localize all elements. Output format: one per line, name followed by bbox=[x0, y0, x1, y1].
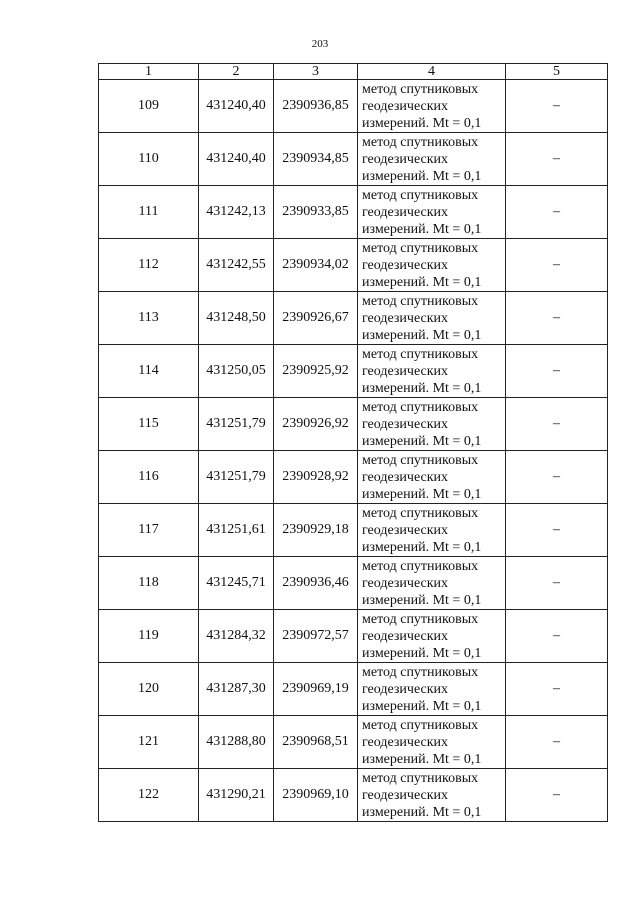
x-coordinate-cell: 431251,79 bbox=[199, 398, 274, 451]
note-cell: – bbox=[506, 451, 608, 504]
table-row bbox=[99, 186, 608, 239]
y-coordinate-cell: 2390969,10 bbox=[274, 769, 358, 822]
method-line: метод спутниковых bbox=[362, 664, 479, 680]
note-cell: – bbox=[506, 186, 608, 239]
method-cell bbox=[358, 239, 506, 292]
method-line: метод спутниковых bbox=[362, 505, 479, 521]
method-cell bbox=[358, 133, 506, 186]
x-coordinate-cell: 431250,05 bbox=[199, 345, 274, 398]
y-coordinate-cell: 2390968,51 bbox=[274, 716, 358, 769]
method-line: метод спутниковых bbox=[362, 452, 479, 468]
note-cell: – bbox=[506, 398, 608, 451]
method-line: геодезических bbox=[362, 787, 449, 803]
point-number-cell: 115 bbox=[99, 398, 199, 451]
table-row bbox=[99, 504, 608, 557]
method-cell bbox=[358, 663, 506, 716]
method-line: метод спутниковых bbox=[362, 187, 479, 203]
point-number-cell: 121 bbox=[99, 716, 199, 769]
y-coordinate-cell: 2390929,18 bbox=[274, 504, 358, 557]
method-line: измерений. Mt = 0,1 bbox=[362, 380, 482, 396]
header-row bbox=[99, 64, 608, 80]
y-coordinate-cell: 2390934,02 bbox=[274, 239, 358, 292]
note-cell: – bbox=[506, 292, 608, 345]
point-number-cell: 114 bbox=[99, 345, 199, 398]
method-line: метод спутниковых bbox=[362, 346, 479, 362]
table-row bbox=[99, 133, 608, 186]
note-cell: – bbox=[506, 716, 608, 769]
method-line: геодезических bbox=[362, 575, 449, 591]
x-coordinate-cell: 431240,40 bbox=[199, 80, 274, 133]
table-row bbox=[99, 292, 608, 345]
method-cell bbox=[358, 345, 506, 398]
method-line: измерений. Mt = 0,1 bbox=[362, 221, 482, 237]
note-cell: – bbox=[506, 557, 608, 610]
method-cell bbox=[358, 80, 506, 133]
table-header bbox=[99, 64, 608, 80]
note-cell: – bbox=[506, 239, 608, 292]
y-coordinate-cell: 2390934,85 bbox=[274, 133, 358, 186]
method-line: измерений. Mt = 0,1 bbox=[362, 168, 482, 184]
method-line: геодезических bbox=[362, 469, 449, 485]
method-line: геодезических bbox=[362, 522, 449, 538]
y-coordinate-cell: 2390926,67 bbox=[274, 292, 358, 345]
point-number-cell: 116 bbox=[99, 451, 199, 504]
column-header-5: 5 bbox=[506, 64, 608, 80]
method-line: измерений. Mt = 0,1 bbox=[362, 592, 482, 608]
method-line: метод спутниковых bbox=[362, 770, 479, 786]
y-coordinate-cell: 2390926,92 bbox=[274, 398, 358, 451]
method-cell bbox=[358, 769, 506, 822]
x-coordinate-cell: 431242,13 bbox=[199, 186, 274, 239]
column-header-2: 2 bbox=[199, 64, 274, 80]
method-cell bbox=[358, 504, 506, 557]
method-line: измерений. Mt = 0,1 bbox=[362, 486, 482, 502]
method-line: геодезических bbox=[362, 257, 449, 273]
method-line: геодезических bbox=[362, 98, 449, 114]
column-header-4: 4 bbox=[358, 64, 506, 80]
method-line: геодезических bbox=[362, 681, 449, 697]
method-cell bbox=[358, 186, 506, 239]
method-cell bbox=[358, 557, 506, 610]
method-line: метод спутниковых bbox=[362, 558, 479, 574]
method-line: измерений. Mt = 0,1 bbox=[362, 433, 482, 449]
method-cell bbox=[358, 292, 506, 345]
method-line: измерений. Mt = 0,1 bbox=[362, 327, 482, 343]
column-header-1: 1 bbox=[99, 64, 199, 80]
method-line: метод спутниковых bbox=[362, 611, 479, 627]
table-row bbox=[99, 716, 608, 769]
point-number-cell: 120 bbox=[99, 663, 199, 716]
note-cell: – bbox=[506, 504, 608, 557]
method-line: геодезических bbox=[362, 310, 449, 326]
method-line: геодезических bbox=[362, 151, 449, 167]
method-line: измерений. Mt = 0,1 bbox=[362, 274, 482, 290]
note-cell: – bbox=[506, 769, 608, 822]
method-cell bbox=[358, 398, 506, 451]
point-number-cell: 112 bbox=[99, 239, 199, 292]
column-header-3: 3 bbox=[274, 64, 358, 80]
method-line: измерений. Mt = 0,1 bbox=[362, 751, 482, 767]
y-coordinate-cell: 2390933,85 bbox=[274, 186, 358, 239]
y-coordinate-cell: 2390972,57 bbox=[274, 610, 358, 663]
point-number-cell: 110 bbox=[99, 133, 199, 186]
method-line: геодезических bbox=[362, 734, 449, 750]
point-number-cell: 109 bbox=[99, 80, 199, 133]
x-coordinate-cell: 431251,79 bbox=[199, 451, 274, 504]
method-line: геодезических bbox=[362, 416, 449, 432]
point-number-cell: 119 bbox=[99, 610, 199, 663]
y-coordinate-cell: 2390928,92 bbox=[274, 451, 358, 504]
page-number: 203 bbox=[311, 38, 329, 50]
x-coordinate-cell: 431251,61 bbox=[199, 504, 274, 557]
x-coordinate-cell: 431288,80 bbox=[199, 716, 274, 769]
point-number-cell: 118 bbox=[99, 557, 199, 610]
method-line: метод спутниковых bbox=[362, 717, 479, 733]
x-coordinate-cell: 431287,30 bbox=[199, 663, 274, 716]
point-number-cell: 111 bbox=[99, 186, 199, 239]
method-line: метод спутниковых bbox=[362, 399, 479, 415]
note-cell: – bbox=[506, 345, 608, 398]
method-line: метод спутниковых bbox=[362, 134, 479, 150]
x-coordinate-cell: 431240,40 bbox=[199, 133, 274, 186]
method-line: измерений. Mt = 0,1 bbox=[362, 539, 482, 555]
note-cell: – bbox=[506, 133, 608, 186]
method-line: геодезических bbox=[362, 204, 449, 220]
method-line: измерений. Mt = 0,1 bbox=[362, 804, 482, 820]
method-line: метод спутниковых bbox=[362, 240, 479, 256]
method-line: метод спутниковых bbox=[362, 81, 479, 97]
method-line: метод спутниковых bbox=[362, 293, 479, 309]
method-line: геодезических bbox=[362, 628, 449, 644]
note-cell: – bbox=[506, 80, 608, 133]
y-coordinate-cell: 2390936,46 bbox=[274, 557, 358, 610]
note-cell: – bbox=[506, 663, 608, 716]
x-coordinate-cell: 431290,21 bbox=[199, 769, 274, 822]
table-row bbox=[99, 239, 608, 292]
method-line: измерений. Mt = 0,1 bbox=[362, 645, 482, 661]
coordinates-table bbox=[98, 63, 608, 822]
table-row bbox=[99, 398, 608, 451]
point-number-cell: 122 bbox=[99, 769, 199, 822]
y-coordinate-cell: 2390925,92 bbox=[274, 345, 358, 398]
point-number-cell: 113 bbox=[99, 292, 199, 345]
table-row bbox=[99, 610, 608, 663]
x-coordinate-cell: 431284,32 bbox=[199, 610, 274, 663]
method-line: измерений. Mt = 0,1 bbox=[362, 115, 482, 131]
table-body bbox=[99, 80, 608, 822]
table-row bbox=[99, 451, 608, 504]
table-row bbox=[99, 345, 608, 398]
x-coordinate-cell: 431245,71 bbox=[199, 557, 274, 610]
x-coordinate-cell: 431242,55 bbox=[199, 239, 274, 292]
method-cell bbox=[358, 451, 506, 504]
table-row bbox=[99, 80, 608, 133]
note-cell: – bbox=[506, 610, 608, 663]
table-row bbox=[99, 557, 608, 610]
table-row bbox=[99, 769, 608, 822]
y-coordinate-cell: 2390969,19 bbox=[274, 663, 358, 716]
method-line: измерений. Mt = 0,1 bbox=[362, 698, 482, 714]
method-line: геодезических bbox=[362, 363, 449, 379]
x-coordinate-cell: 431248,50 bbox=[199, 292, 274, 345]
table-row bbox=[99, 663, 608, 716]
point-number-cell: 117 bbox=[99, 504, 199, 557]
y-coordinate-cell: 2390936,85 bbox=[274, 80, 358, 133]
method-cell bbox=[358, 610, 506, 663]
method-cell bbox=[358, 716, 506, 769]
